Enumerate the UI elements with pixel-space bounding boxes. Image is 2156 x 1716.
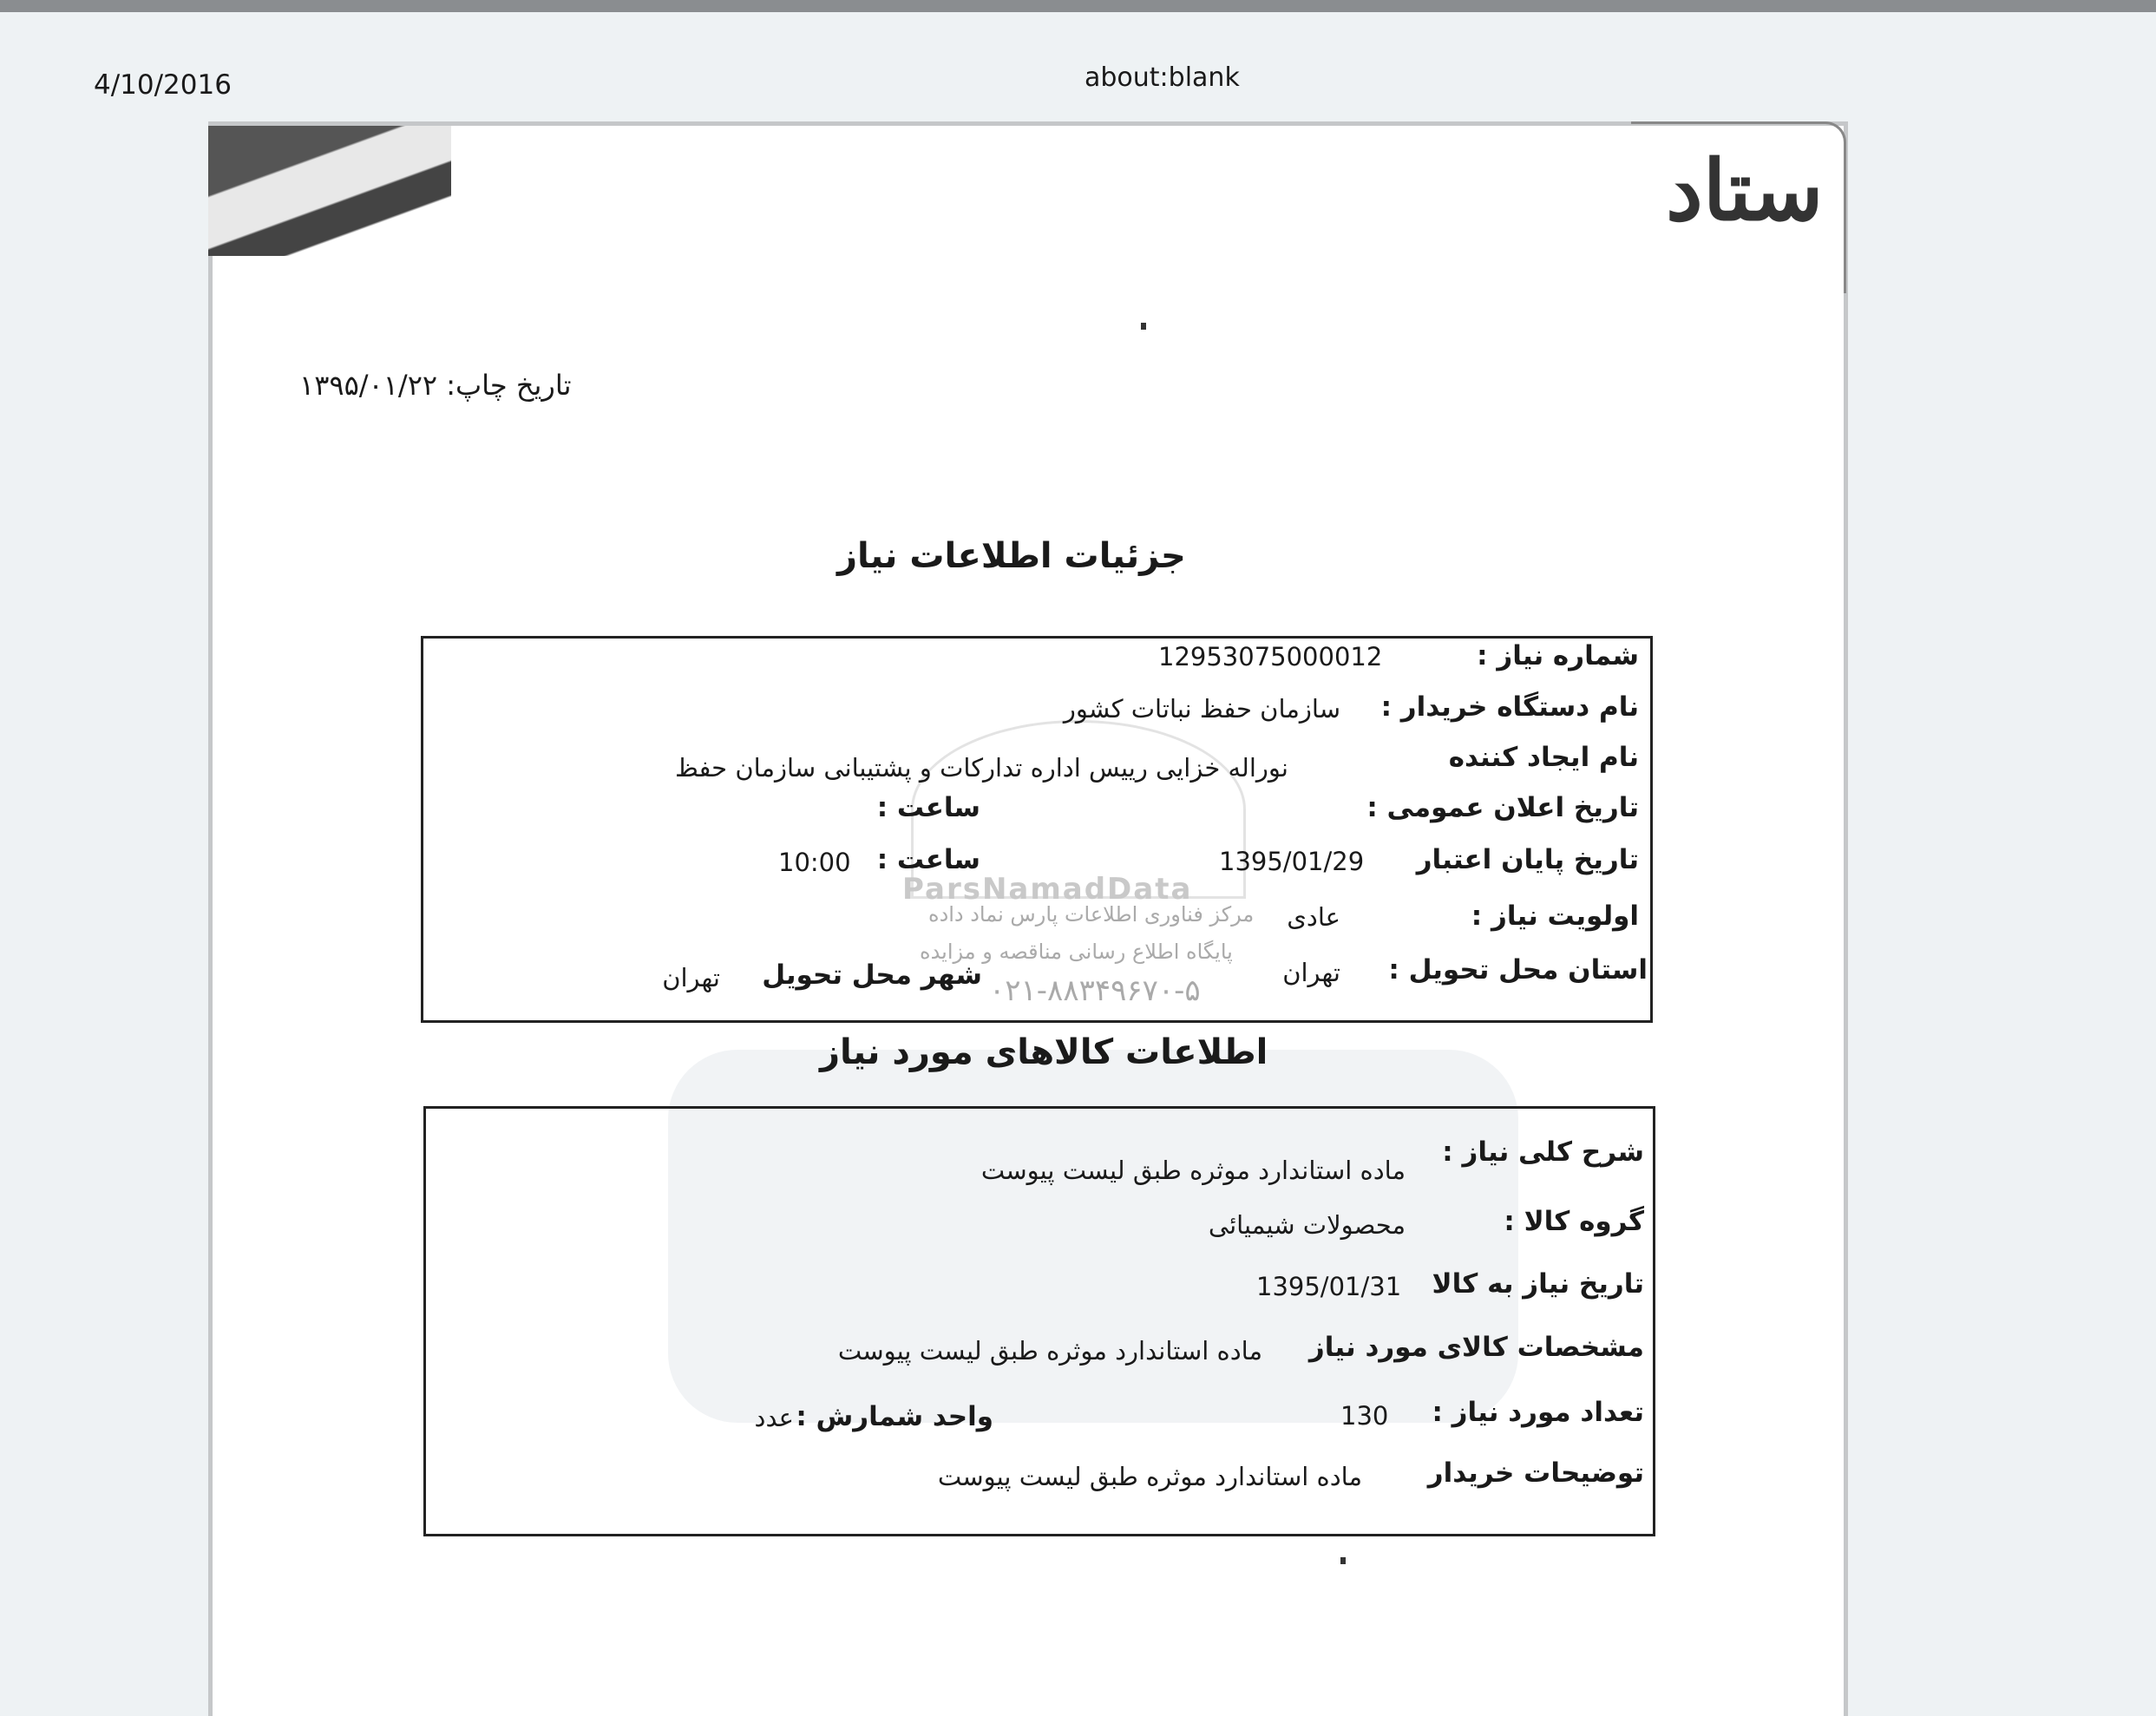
quantity: 130 [1340, 1401, 1389, 1431]
creator: نوراله خزایی رییس اداره تدارکات و پشتیبانی سازمان حفظ [674, 753, 1288, 783]
buyer-org: سازمان حفظ نباتات کشور [1063, 694, 1340, 724]
validity-time: 10:00 [778, 848, 851, 877]
page-url: about:blank [1085, 62, 1240, 93]
page-title: جزئیات اطلاعات نیاز [837, 536, 1186, 576]
need-number-label: شماره نیاز : [1477, 640, 1639, 671]
creator-label: نام ایجاد کننده [1448, 742, 1639, 773]
delivery-city: تهران [662, 963, 720, 992]
validity-end-date: 1395/01/29 [1219, 847, 1365, 876]
watermark-line1: مرکز فناوری اطلاعات پارس نماد داده [928, 902, 1255, 927]
flag-emblem-icon [208, 126, 451, 256]
validity-time-label: ساعت : [876, 844, 980, 875]
general-desc-label: شرح کلی نیاز : [1442, 1136, 1644, 1168]
unit-label: واحد شمارش : [796, 1401, 993, 1432]
setad-logo [1631, 121, 1846, 293]
watermark-line2: پایگاه اطلاع رسانی مناقصه و مزایده [920, 940, 1233, 964]
print-date: تاریخ چاپ: ۱۳۹۵/۰۱/۲۲ [299, 369, 572, 402]
buyer-org-label: نام دستگاه خریدار : [1380, 691, 1639, 723]
need-number: 12953075000012 [1158, 642, 1383, 671]
scan-edge [0, 0, 2156, 12]
specs: ماده استاندارد موثره طبق لیست پیوست [837, 1336, 1262, 1366]
scan-speck [1340, 1557, 1346, 1564]
public-announce-label: تاریخ اعلان عمومی : [1366, 792, 1639, 823]
need-date-label: تاریخ نیاز به کالا [1432, 1268, 1644, 1300]
buyer-notes: ماده استاندارد موثره طبق لیست پیوست [937, 1462, 1362, 1491]
general-desc: ماده استاندارد موثره طبق لیست پیوست [980, 1156, 1406, 1185]
scan-speck [1141, 323, 1146, 330]
logo-text: ستاد [1666, 141, 1824, 239]
items-section-title: اطلاعات کالاهای مورد نیاز [820, 1032, 1268, 1072]
delivery-province-label: استان محل تحویل : [1388, 954, 1648, 986]
validity-end-label: تاریخ پایان اعتبار [1416, 844, 1639, 875]
watermark-phone: ۰۲۱-۸۸۳۴۹۶۷۰-۵ [989, 973, 1201, 1008]
delivery-province: تهران [1282, 958, 1340, 987]
goods-group-label: گروه کالا : [1504, 1206, 1644, 1237]
delivery-city-label: شهر محل تحویل [762, 960, 982, 991]
goods-group: محصولات شیمیائی [1208, 1210, 1406, 1240]
unit: عدد [754, 1403, 794, 1432]
watermark-brand: ParsNamadData [902, 872, 1193, 907]
priority: عادی [1287, 902, 1340, 932]
need-date: 1395/01/31 [1256, 1272, 1402, 1301]
priority-label: اولویت نیاز : [1471, 901, 1639, 932]
quantity-label: تعداد مورد نیاز : [1432, 1397, 1644, 1428]
announce-time-label: ساعت : [876, 792, 980, 823]
specs-label: مشخصات کالای مورد نیاز [1308, 1332, 1644, 1363]
browser-date: 4/10/2016 [94, 69, 232, 101]
buyer-notes-label: توضیحات خریدار [1427, 1457, 1644, 1489]
